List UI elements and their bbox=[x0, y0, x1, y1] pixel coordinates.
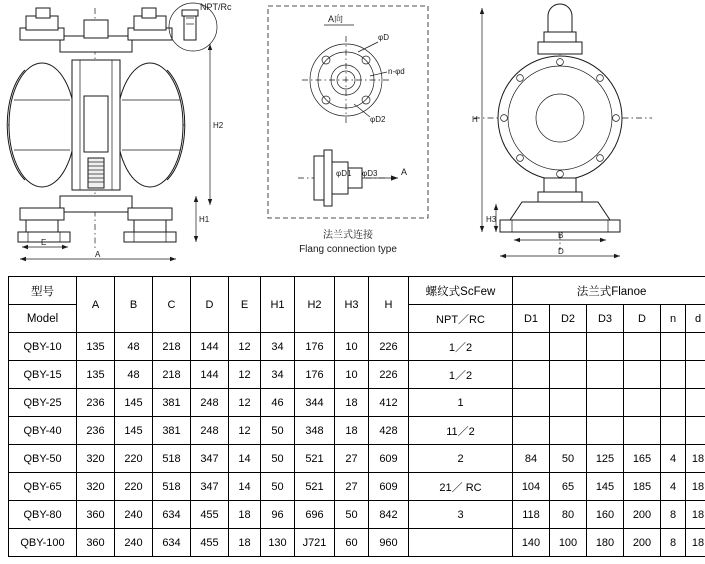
header-npt-rc: NPT／RC bbox=[409, 305, 513, 333]
header-a: A bbox=[77, 277, 115, 333]
cell-d2: 80 bbox=[550, 501, 587, 529]
header-thread-group: 螺纹式ScFew bbox=[409, 277, 513, 305]
cell-c: 634 bbox=[153, 529, 191, 557]
cell-h: 609 bbox=[369, 473, 409, 501]
cell-flange-d bbox=[624, 361, 661, 389]
table-row bbox=[9, 389, 705, 417]
label-phi-d3: φD3 bbox=[362, 169, 378, 178]
cell-a: 135 bbox=[77, 333, 115, 361]
header-h1: H1 bbox=[261, 277, 295, 333]
cell-c: 218 bbox=[153, 361, 191, 389]
dim-b: B bbox=[558, 231, 564, 240]
label-a-view: A向 bbox=[328, 14, 344, 24]
dim-h3: H3 bbox=[486, 215, 497, 224]
cell-npt: 1／2 bbox=[409, 361, 513, 389]
header-b: B bbox=[115, 277, 153, 333]
cell-d3 bbox=[587, 389, 624, 417]
cell-h1: 130 bbox=[261, 529, 295, 557]
cell-h3: 60 bbox=[335, 529, 369, 557]
cell-h2: 176 bbox=[295, 333, 335, 361]
cell-h3: 50 bbox=[335, 501, 369, 529]
header-c: C bbox=[153, 277, 191, 333]
cell-d2 bbox=[550, 389, 587, 417]
cell-small-d bbox=[686, 389, 705, 417]
header-d: D bbox=[191, 277, 229, 333]
cell-n: 8 bbox=[661, 501, 686, 529]
cell-d: 455 bbox=[191, 501, 229, 529]
pump-side-view bbox=[452, 0, 702, 268]
header-small-d: d bbox=[686, 305, 705, 333]
dim-d: D bbox=[558, 247, 564, 256]
flange-connection-view bbox=[258, 0, 448, 268]
cell-h: 428 bbox=[369, 417, 409, 445]
table-row bbox=[9, 361, 705, 389]
cell-flange-d bbox=[624, 333, 661, 361]
cell-h2: 348 bbox=[295, 417, 335, 445]
cell-d2: 100 bbox=[550, 529, 587, 557]
cell-h2: 521 bbox=[295, 445, 335, 473]
cell-n bbox=[661, 361, 686, 389]
cell-a: 360 bbox=[77, 501, 115, 529]
cell-h3: 27 bbox=[335, 473, 369, 501]
cell-d3: 145 bbox=[587, 473, 624, 501]
cell-a: 236 bbox=[77, 389, 115, 417]
cell-b: 240 bbox=[115, 501, 153, 529]
cell-d2: 65 bbox=[550, 473, 587, 501]
cell-d: 144 bbox=[191, 361, 229, 389]
cell-c: 518 bbox=[153, 473, 191, 501]
dim-h1: H1 bbox=[199, 215, 210, 224]
cell-h: 226 bbox=[369, 333, 409, 361]
cell-npt: 1／2 bbox=[409, 333, 513, 361]
cell-d1: 104 bbox=[513, 473, 550, 501]
cell-h3: 10 bbox=[335, 333, 369, 361]
cell-d3: 125 bbox=[587, 445, 624, 473]
cell-model: QBY-100 bbox=[9, 529, 77, 557]
cell-d: 248 bbox=[191, 417, 229, 445]
cell-h3: 18 bbox=[335, 389, 369, 417]
cell-flange-d: 185 bbox=[624, 473, 661, 501]
cell-n: 4 bbox=[661, 445, 686, 473]
specification-table bbox=[8, 276, 705, 557]
cell-h3: 18 bbox=[335, 417, 369, 445]
cell-d3 bbox=[587, 361, 624, 389]
cell-flange-d bbox=[624, 417, 661, 445]
cell-c: 218 bbox=[153, 333, 191, 361]
cell-a: 320 bbox=[77, 473, 115, 501]
cell-e: 14 bbox=[229, 445, 261, 473]
cell-d2 bbox=[550, 417, 587, 445]
cell-n bbox=[661, 417, 686, 445]
cell-b: 145 bbox=[115, 417, 153, 445]
cell-h: 226 bbox=[369, 361, 409, 389]
cell-h2: J721 bbox=[295, 529, 335, 557]
cell-small-d: 18 bbox=[686, 529, 705, 557]
table-row bbox=[9, 529, 705, 557]
cell-h2: 344 bbox=[295, 389, 335, 417]
cell-small-d bbox=[686, 361, 705, 389]
cell-e: 12 bbox=[229, 361, 261, 389]
label-n-phi-d: n-φd bbox=[388, 67, 405, 76]
cell-e: 18 bbox=[229, 501, 261, 529]
cell-n: 8 bbox=[661, 529, 686, 557]
header-d1: D1 bbox=[513, 305, 550, 333]
dim-h2: H2 bbox=[213, 121, 224, 130]
cell-npt: 1 bbox=[409, 389, 513, 417]
cell-small-d bbox=[686, 333, 705, 361]
cell-h: 960 bbox=[369, 529, 409, 557]
cell-d1: 84 bbox=[513, 445, 550, 473]
pump-front-view bbox=[0, 0, 250, 268]
cell-a: 135 bbox=[77, 361, 115, 389]
cell-h1: 34 bbox=[261, 333, 295, 361]
cell-h: 609 bbox=[369, 445, 409, 473]
cell-model: QBY-15 bbox=[9, 361, 77, 389]
cell-d: 347 bbox=[191, 445, 229, 473]
cell-d: 347 bbox=[191, 473, 229, 501]
cell-h2: 696 bbox=[295, 501, 335, 529]
cell-flange-d: 200 bbox=[624, 501, 661, 529]
cell-d1 bbox=[513, 333, 550, 361]
cell-npt bbox=[409, 529, 513, 557]
cell-h: 842 bbox=[369, 501, 409, 529]
cell-small-d: 18 bbox=[686, 473, 705, 501]
cell-h3: 27 bbox=[335, 445, 369, 473]
table-row bbox=[9, 333, 705, 361]
cell-n: 4 bbox=[661, 473, 686, 501]
cell-model: QBY-10 bbox=[9, 333, 77, 361]
cell-b: 48 bbox=[115, 333, 153, 361]
header-h3: H3 bbox=[335, 277, 369, 333]
cell-h1: 50 bbox=[261, 417, 295, 445]
cell-d1: 140 bbox=[513, 529, 550, 557]
header-n: n bbox=[661, 305, 686, 333]
cell-e: 12 bbox=[229, 389, 261, 417]
cell-d1 bbox=[513, 389, 550, 417]
cell-h2: 521 bbox=[295, 473, 335, 501]
cell-d: 144 bbox=[191, 333, 229, 361]
cell-small-d: 18 bbox=[686, 445, 705, 473]
cell-b: 48 bbox=[115, 361, 153, 389]
header-model-cn: 型号 bbox=[9, 277, 77, 305]
dim-h: H bbox=[472, 115, 478, 124]
cell-d1: 118 bbox=[513, 501, 550, 529]
cell-b: 220 bbox=[115, 473, 153, 501]
cell-b: 220 bbox=[115, 445, 153, 473]
header-flange-d: D bbox=[624, 305, 661, 333]
cell-c: 381 bbox=[153, 389, 191, 417]
cell-npt: 3 bbox=[409, 501, 513, 529]
table-row bbox=[9, 473, 705, 501]
cell-model: QBY-40 bbox=[9, 417, 77, 445]
header-h: H bbox=[369, 277, 409, 333]
cell-b: 240 bbox=[115, 529, 153, 557]
cell-e: 14 bbox=[229, 473, 261, 501]
cell-flange-d: 200 bbox=[624, 529, 661, 557]
label-phi-d: φD bbox=[378, 33, 389, 42]
header-d2: D2 bbox=[550, 305, 587, 333]
cell-a: 360 bbox=[77, 529, 115, 557]
table-row bbox=[9, 445, 705, 473]
cell-d3 bbox=[587, 333, 624, 361]
cell-flange-d: 165 bbox=[624, 445, 661, 473]
cell-small-d: 18 bbox=[686, 501, 705, 529]
cell-d3: 180 bbox=[587, 529, 624, 557]
header-h2: H2 bbox=[295, 277, 335, 333]
table-header-row-1 bbox=[9, 277, 705, 305]
header-model-en: Model bbox=[9, 305, 77, 333]
cell-d: 455 bbox=[191, 529, 229, 557]
table-row bbox=[9, 417, 705, 445]
cell-n bbox=[661, 333, 686, 361]
cell-a: 320 bbox=[77, 445, 115, 473]
cell-h1: 50 bbox=[261, 473, 295, 501]
cell-h2: 176 bbox=[295, 361, 335, 389]
cell-d2: 50 bbox=[550, 445, 587, 473]
cell-c: 634 bbox=[153, 501, 191, 529]
table-row bbox=[9, 501, 705, 529]
header-d3: D3 bbox=[587, 305, 624, 333]
cell-npt: 21／ RC bbox=[409, 473, 513, 501]
cell-model: QBY-80 bbox=[9, 501, 77, 529]
cell-c: 518 bbox=[153, 445, 191, 473]
cell-npt: 11／2 bbox=[409, 417, 513, 445]
drawing-area bbox=[0, 0, 705, 268]
cell-h1: 96 bbox=[261, 501, 295, 529]
dim-a: A bbox=[95, 250, 101, 259]
cell-d2 bbox=[550, 333, 587, 361]
cell-h3: 10 bbox=[335, 361, 369, 389]
caption-cn: 法兰式连接 bbox=[323, 230, 373, 241]
cell-e: 12 bbox=[229, 417, 261, 445]
cell-d2 bbox=[550, 361, 587, 389]
cell-d1 bbox=[513, 361, 550, 389]
cell-d: 248 bbox=[191, 389, 229, 417]
header-e: E bbox=[229, 277, 261, 333]
cell-e: 12 bbox=[229, 333, 261, 361]
cell-flange-d bbox=[624, 389, 661, 417]
cell-model: QBY-50 bbox=[9, 445, 77, 473]
cell-b: 145 bbox=[115, 389, 153, 417]
label-npt-rc: NPT/Rc bbox=[200, 2, 232, 12]
label-phi-d1: φD1 bbox=[336, 169, 352, 178]
dim-e: E bbox=[41, 238, 47, 247]
header-flange-group: 法兰式Flanoe bbox=[513, 277, 705, 305]
cell-d3 bbox=[587, 417, 624, 445]
label-phi-d2: φD2 bbox=[370, 115, 386, 124]
cell-model: QBY-65 bbox=[9, 473, 77, 501]
cell-small-d bbox=[686, 417, 705, 445]
cell-model: QBY-25 bbox=[9, 389, 77, 417]
cell-npt: 2 bbox=[409, 445, 513, 473]
cell-d1 bbox=[513, 417, 550, 445]
cell-h1: 34 bbox=[261, 361, 295, 389]
cell-c: 381 bbox=[153, 417, 191, 445]
cell-n bbox=[661, 389, 686, 417]
label-arrow-a: A bbox=[401, 167, 408, 177]
cell-h1: 50 bbox=[261, 445, 295, 473]
cell-a: 236 bbox=[77, 417, 115, 445]
caption-en: Flang connection type bbox=[299, 244, 397, 255]
cell-h1: 46 bbox=[261, 389, 295, 417]
cell-d3: 160 bbox=[587, 501, 624, 529]
cell-h: 412 bbox=[369, 389, 409, 417]
cell-e: 18 bbox=[229, 529, 261, 557]
